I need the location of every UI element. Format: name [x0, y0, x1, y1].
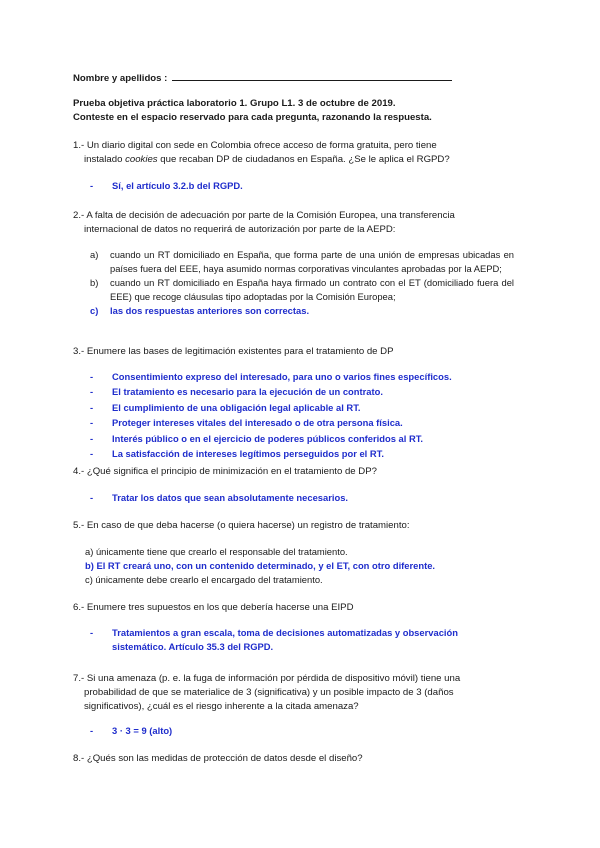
question-5 [73, 519, 513, 533]
answer-1-text: Sí, el artículo 3.2.b del RGPD. [112, 180, 243, 191]
name-blank-line[interactable] [172, 71, 452, 81]
name-label: Nombre y apellidos : [73, 73, 168, 84]
question-1-line2: instalado cookies que recaban DP de ciudadanos en España. ¿Se le aplica el RGPD? [84, 154, 450, 165]
question-4 [73, 465, 513, 479]
question-6-line1: 6.- Enumere tres supuestos en los que debería hacerse una EIPD [73, 602, 354, 613]
list-item: - Proteger intereses vitales del interesado o de otra persona física. [90, 417, 403, 429]
question-7-line3: significativos), ¿cuál es el riesgo inherente a la citada amenaza? [84, 701, 359, 712]
option-a[interactable]: a) únicamente tiene que crearlo el responsable del tratamiento. [85, 546, 348, 557]
question-5-line1: 5.- En caso de que deba hacerse (o quiera hacerse) un registro de tratamiento: [73, 520, 410, 531]
option-a[interactable]: a) cuando un RT domiciliado en España, que forma parte de una unión de empresas ubicadas en países fuera del EEE, haya asumido normas corporativas vinculantes aprobadas por la AEPD; [90, 249, 514, 274]
answer-4: - Tratar los datos que sean absolutamente necesarios. [90, 490, 510, 505]
question-7-line2: probabilidad de que se materialice de 3 (significativa) y un posible impacto de 3 (daños [84, 687, 454, 698]
list-item: - Interés público o en el ejercicio de poderes públicos conferidos al RT. [90, 432, 424, 444]
list-item: - Consentimiento expreso del interesado, para uno o varios fines específicos. [90, 371, 452, 382]
question-4-line1: 4.- ¿Qué significa el principio de minimización en el tratamiento de DP? [73, 466, 377, 477]
cookies-term: cookies [125, 154, 158, 165]
answer-3-list [90, 369, 510, 461]
question-2-line2: internacional de datos no requerirá de autorización por parte de la AEPD: [84, 224, 396, 235]
answer-6-text: Tratamientos a gran escala, toma de decisiones automatizadas y observación [112, 627, 458, 638]
exam-title: Prueba objetiva práctica laboratorio 1. Grupo L1. 3 de octubre de 2019. [73, 98, 396, 109]
question-7 [73, 672, 513, 714]
answer-1: - Sí, el artículo 3.2.b del RGPD. [90, 178, 510, 193]
question-3 [73, 345, 513, 359]
name-field-row [73, 71, 452, 84]
option-b[interactable]: b) El RT creará uno, con un contenido determinado, y el ET, con otro diferente. [85, 560, 436, 571]
question-6 [73, 601, 513, 615]
answer-4-text: Tratar los datos que sean absolutamente necesarios. [112, 492, 349, 503]
question-8-line1: 8.- ¿Qués son las medidas de protección de datos desde el diseño? [73, 753, 363, 764]
question-2 [73, 209, 513, 237]
question-3-line1: 3.- Enumere las bases de legitimación existentes para el tratamiento de DP [73, 346, 394, 357]
question-1 [73, 139, 513, 167]
list-item: - La satisfacción de intereses legítimos perseguidos por el RT. [90, 448, 384, 460]
option-b[interactable]: b) cuando un RT domiciliado en España haya firmado un contrato con el ET (domiciliado fuera del EEE) que recoge cláusulas tipo adoptadas por la Comisión Europea; [90, 277, 514, 302]
answer-7: - 3 · 3 = 9 (alto) [90, 723, 510, 738]
question-2-line1: 2.- A falta de decisión de adecuación por parte de la Comisión Europea, una transferencia [73, 210, 455, 221]
list-item: - El cumplimiento de una obligación legal aplicable al RT. [90, 401, 361, 413]
option-c[interactable]: c) únicamente debe crearlo el encargado del tratamiento. [85, 574, 323, 585]
option-c[interactable]: c) las dos respuestas anteriores son correctas. [90, 305, 310, 316]
answer-6: - Tratamientos a gran escala, toma de decisiones automatizadas y observación sistemático. Artículo 35.3 del RGPD. [90, 626, 510, 654]
exam-instructions: Conteste en el espacio reservado para cada pregunta, razonando la respuesta. [73, 112, 432, 123]
answer-7-text: 3 · 3 = 9 (alto) [112, 725, 173, 736]
exam-header [73, 97, 432, 125]
question-2-options [90, 248, 514, 318]
question-7-line1: 7.- Si una amenaza (p. e. la fuga de información por pérdida de dispositivo móvil) tiene una [73, 673, 461, 684]
list-item: - El tratamiento es necesario para la ejecución de un contrato. [90, 386, 383, 398]
question-1-line1: 1.- Un diario digital con sede en Colombia ofrece acceso de forma gratuita, pero tiene [73, 140, 437, 151]
question-5-options [85, 545, 515, 587]
question-8 [73, 752, 513, 766]
